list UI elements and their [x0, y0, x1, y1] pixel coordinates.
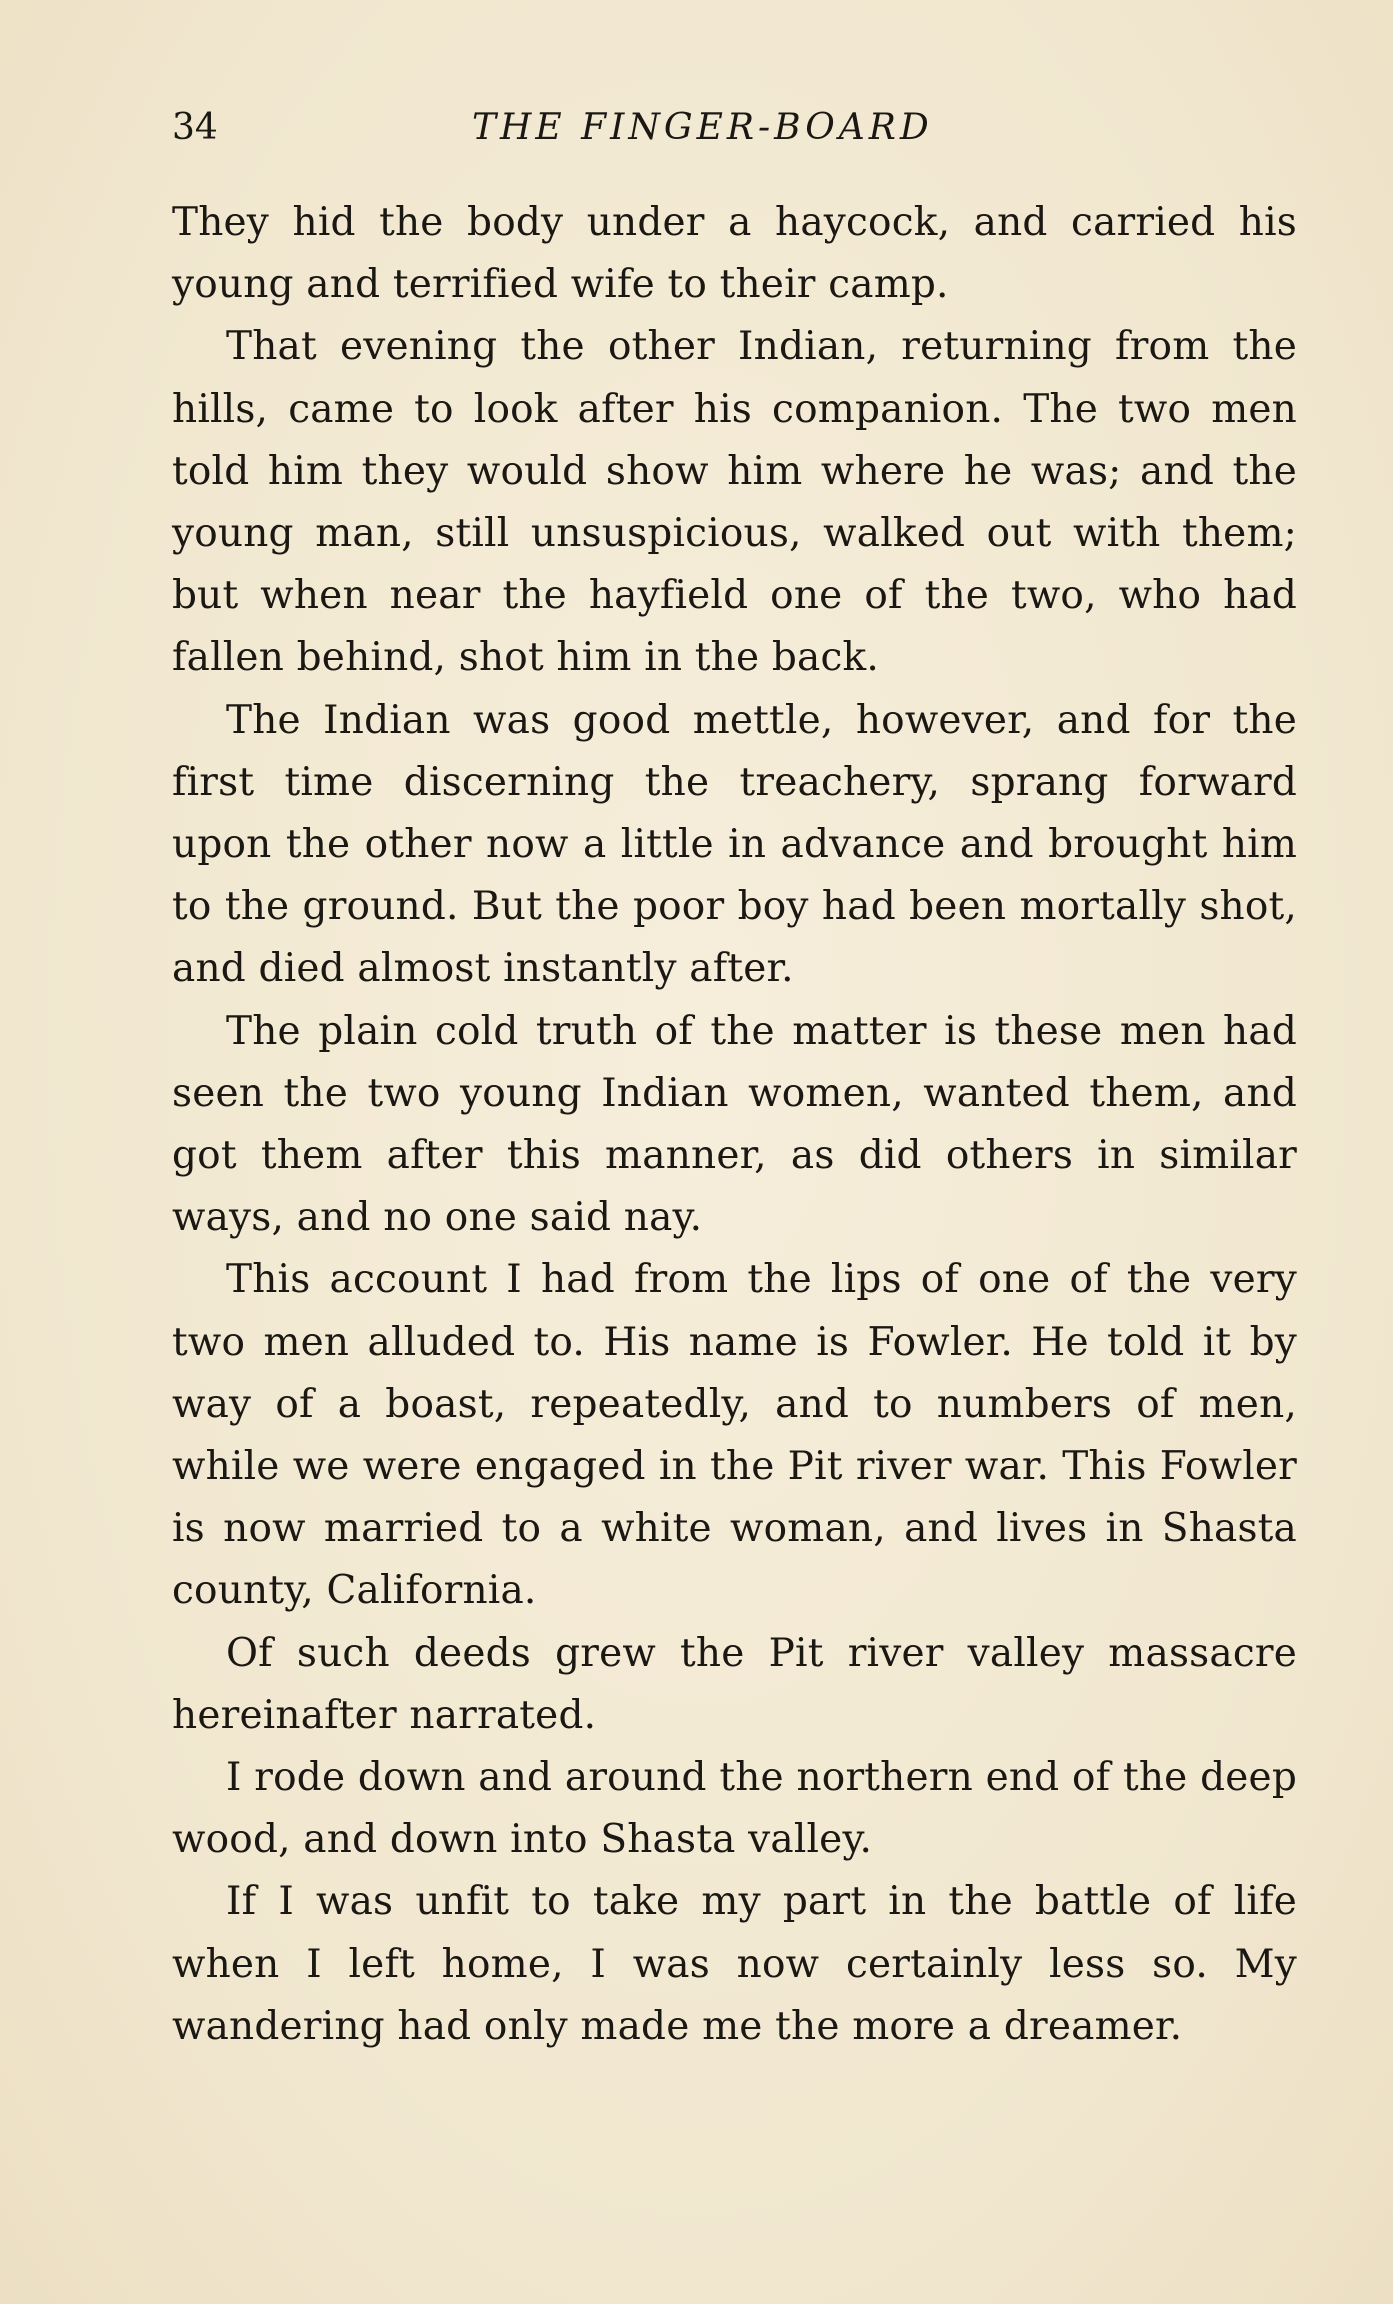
body-text	[172, 192, 1297, 2058]
paragraph-7: I rode down and around the northern end of the deep wood, and down into Shasta valley.	[172, 1755, 1297, 1863]
paragraph-6: Of such deeds grew the Pit river valley massacre hereinafter narrated.	[172, 1630, 1297, 1738]
paragraph-2: That evening the other Indian, returning from the hills, came to look after his companion. The two men told him they would show him where he was; and the young man, still unsuspicious, walked out with them; but when near the hayfield one of the two, who had fallen behind, shot him in the back.	[172, 324, 1297, 681]
page-number: 34	[172, 107, 218, 148]
paragraph-5: This account I had from the lips of one of the very two men alluded to. His name is Fowler. He told it by way of a boast, repeatedly, and to numbers of men, while we were engaged in the Pit river war. This Fowler is now married to a white woman, and lives in Shasta county, California.	[172, 1257, 1297, 1614]
paragraph-4: The plain cold truth of the matter is these men had seen the two young Indian women, wanted them, and got them after this manner, as did others in similar ways, and no one said nay.	[172, 1008, 1297, 1241]
paragraph-1: They hid the body under a haycock, and carried his young and terrified wife to their camp.	[172, 200, 1297, 308]
paragraph-8: If I was unfit to take my part in the battle of life when I left home, I was now certainly less so. My wandering had only made me the more a dreamer.	[172, 1879, 1297, 2049]
running-head	[172, 98, 1292, 158]
running-title: THE FINGER-BOARD	[472, 107, 933, 148]
paragraph-3: The Indian was good mettle, however, and for the first time discerning the treachery, sprang forward upon the other now a little in advance and brought him to the ground. But the poor boy had been mortally shot, and died almost instantly after.	[172, 697, 1297, 992]
